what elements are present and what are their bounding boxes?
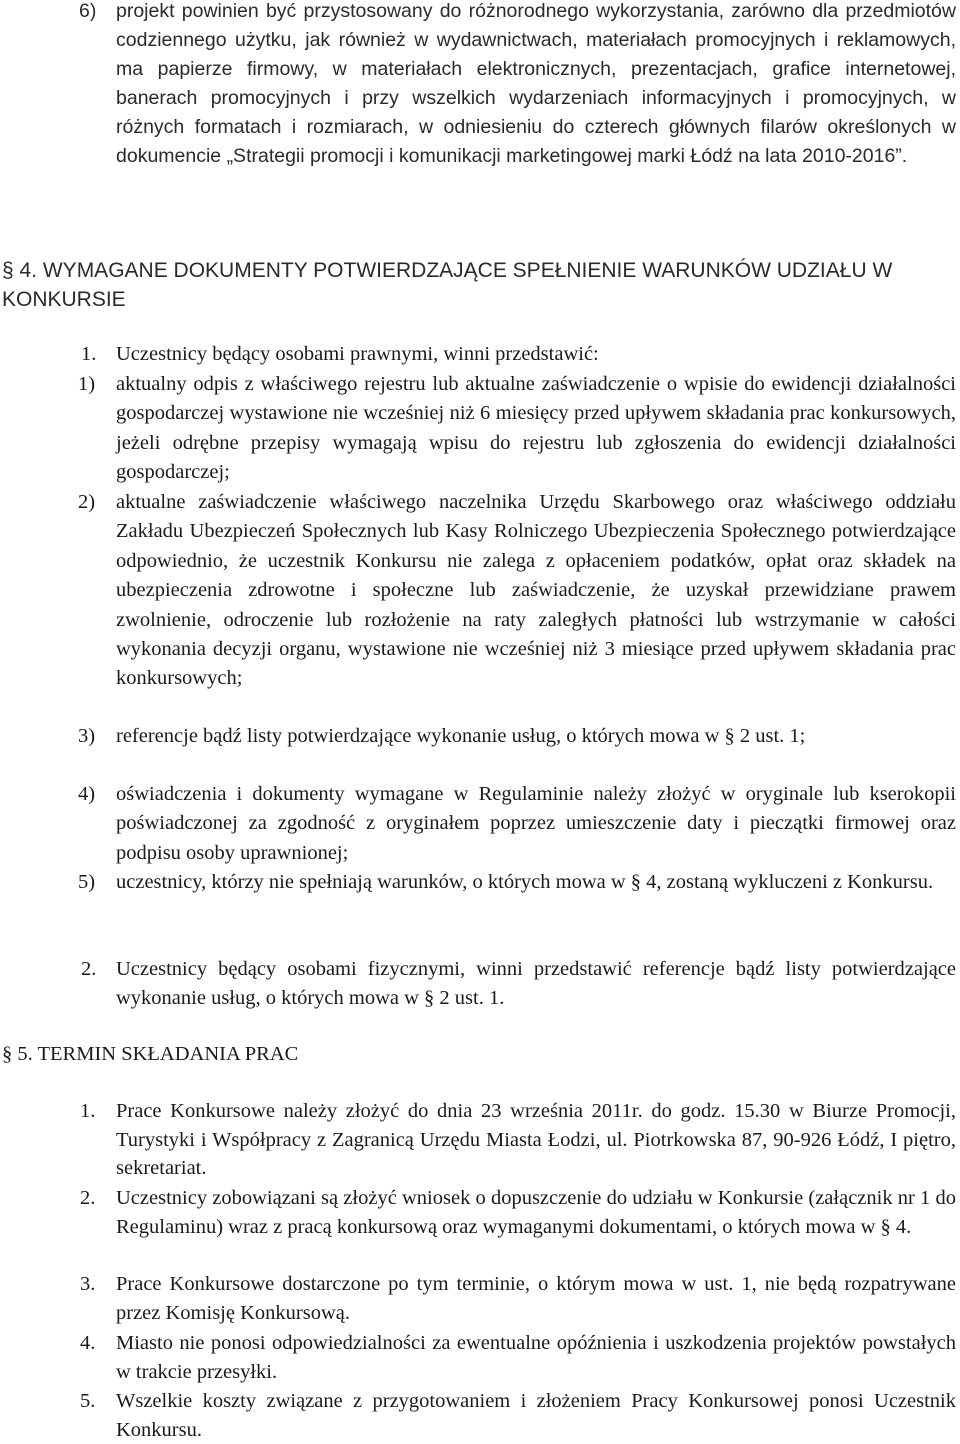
section-5-item-1-number: 1. <box>80 1100 96 1122</box>
section-4-para-1-text: Uczestnicy będący osobami prawnymi, winni przedstawić: <box>116 343 599 365</box>
section-5-item-1 <box>80 1097 956 1183</box>
section-4-para-2-number: 2. <box>81 958 97 980</box>
section-4-item-5-text: uczestnicy, którzy nie spełniają warunków, o których mowa w § 4, zostaną wykluczeni z Konkursu. <box>116 871 934 893</box>
section-5-item-4 <box>80 1329 956 1386</box>
section-4-item-5 <box>78 868 956 897</box>
section-5-item-4-number: 4. <box>80 1332 96 1354</box>
section-4-item-3-text: referencje bądź listy potwierdzające wykonanie usług, o których mowa w § 2 ust. 1; <box>116 725 806 747</box>
section-5-item-2-number: 2. <box>80 1187 96 1209</box>
section-5-item-5-text: Wszelkie koszty związane z przygotowaniem i złożeniem Pracy Konkursowej ponosi Uczestnik Konkursu. <box>116 1390 956 1441</box>
section-5-item-3-number: 3. <box>80 1273 96 1295</box>
section-4-item-1 <box>78 370 956 488</box>
section-4-heading: § 4. WYMAGANE DOKUMENTY POTWIERDZAJĄCE SPEŁNIENIE WARUNKÓW UDZIAŁU W KONKURSIE <box>2 259 893 311</box>
section-4-para-2-text: Uczestnicy będący osobami fizycznymi, winni przedstawić referencje bądź listy potwierdzające wykonanie usług, o których mowa w § 2 ust. 1. <box>116 958 956 1010</box>
section-5-item-3-text: Prace Konkursowe dostarczone po tym terminie, o którym mowa w ust. 1, nie będą rozpatrywane przez Komisję Konkursową. <box>116 1273 956 1324</box>
section-4-para-1-number: 1. <box>81 343 97 365</box>
section-4-item-2-text: aktualne zaświadczenie właściwego naczelnika Urzędu Skarbowego oraz właściwego oddziału Zakładu Ubezpieczeń Społecznych lub Kasy Rolniczego Ubezpieczenia Społecznego potwierdzające odpowiednio, że uczestnik Konkursu nie zalega z opłaceniem podatków, opłat oraz składek na ubezpieczenia zdrowotne i społeczne lub zaświadczenie, że uzyskał przewidziane prawem zwolnienie, odroczenie lub rozłożenie na raty zaległych płatności lub wstrzymanie w całości wykonania decyzji organu, wystawione nie wcześniej niż 3 miesiące przed upływem składania prac konkursowych; <box>116 491 956 690</box>
intro-item-text: projekt powinien być przystosowany do różnorodnego wykorzystania, zarówno dla przedmiotów codziennego użytku, jak również w wydawnictwach, materiałach promocyjnych i reklamowych, ma papierze firmowy, w materiałach elektronicznych, prezentacjach, grafice internetowej, banerach promocyjnych i przy wszelkich wydarzeniach informacyjnych i promocyjnych, w różnych formatach i rozmiarach, w odniesieniu do czterech głównych filarów określonych w dokumencie „Strategii promocji i komunikacji marketingowej marki Łódź na lata 2010-2016”. <box>116 0 956 167</box>
section-4-item-4 <box>78 780 956 868</box>
section-4-item-1-number: 1) <box>78 373 96 395</box>
section-4-item-2 <box>78 488 956 694</box>
section-5-heading: § 5. TERMIN SKŁADANIA PRAC <box>2 1043 299 1065</box>
intro-item-number: 6) <box>79 0 97 22</box>
section-4-item-4-number: 4) <box>78 783 96 805</box>
section-5-item-2-text: Uczestnicy zobowiązani są złożyć wniosek o dopuszczenie do udziału w Konkursie (załącznik nr 1 do Regulaminu) wraz z pracą konkursową oraz wymaganymi dokumentami, o których mowa w § 4. <box>116 1187 956 1238</box>
section-5-item-5-number: 5. <box>80 1390 96 1412</box>
section-5-item-4-text: Miasto nie ponosi odpowiedzialności za ewentualne opóźnienia i uszkodzenia projektów powstałych w trakcie przesyłki. <box>116 1332 956 1383</box>
section-4-item-3-number: 3) <box>78 725 96 747</box>
section-4-item-1-text: aktualny odpis z właściwego rejestru lub aktualne zaświadczenie o wpisie do ewidencji działalności gospodarczej wystawione nie wcześniej niż 6 miesięcy przed upływem składania prac konkursowych, jeżeli odrębne przepisy wymagają wpisu do rejestru lub zgłoszenia do ewidencji działalności gospodarczej; <box>116 373 956 484</box>
intro-list-item <box>79 0 956 171</box>
section-5-item-2 <box>80 1184 956 1241</box>
section-4-item-3 <box>78 722 956 751</box>
section-4-item-4-text: oświadczenia i dokumenty wymagane w Regulaminie należy złożyć w oryginale lub kserokopii poświadczonej za zgodność z oryginałem poprzez umieszczenie daty i pieczątki firmowej oraz podpisu osoby uprawnionej; <box>116 783 956 864</box>
section-4-item-5-number: 5) <box>78 871 96 893</box>
section-5-item-5 <box>80 1387 956 1444</box>
section-5-item-1-text: Prace Konkursowe należy złożyć do dnia 23 września 2011r. do godz. 15.30 w Biurze Promocji, Turystyki i Współpracy z Zagranicą Urzędu Miasta Łodzi, ul. Piotrkowska 87, 90-926 Łódź, I piętro, sekretariat. <box>116 1100 956 1180</box>
section-5-item-3 <box>80 1270 956 1327</box>
section-4-item-2-number: 2) <box>78 491 96 513</box>
